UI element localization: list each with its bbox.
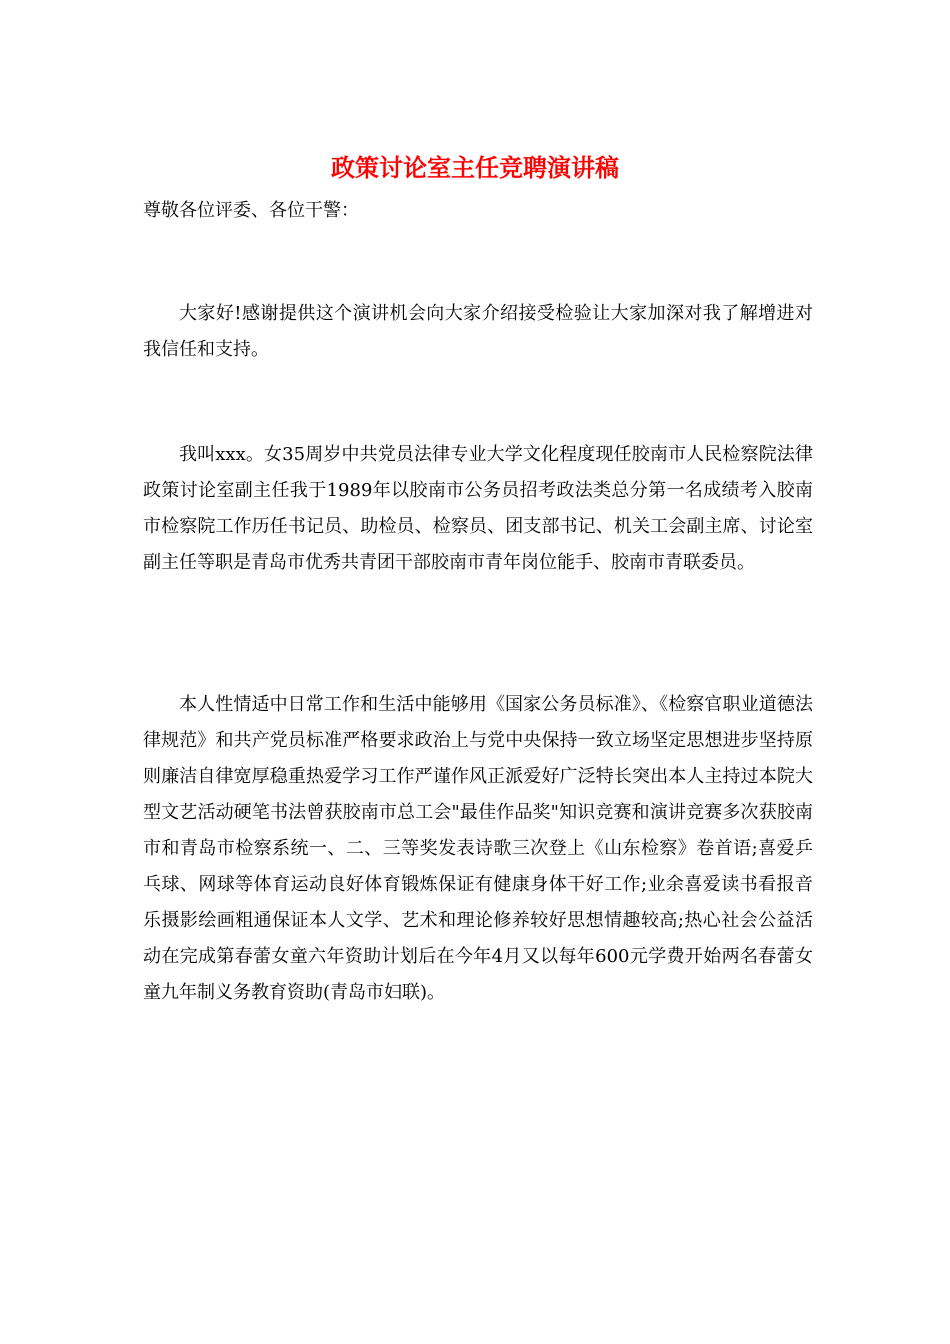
document-title: 政策讨论室主任竞聘演讲稿: [331, 153, 619, 182]
salutation: 尊敬各位评委、各位干警：: [143, 200, 359, 221]
paragraph-self-introduction: 我叫xxx。女35周岁中共党员法律专业大学文化程度现任胶南市人民检察院法律政策讨论室副主任我于1989年以胶南市公务员招考政法类总分第一名成绩考入胶南市检察院工作历任书记员、助检员、检察员、团支部书记、机关工会副主席、讨论室副主任等职是青岛市优秀共青团干部胶南市青年岗位能手、胶南市青联委员。: [143, 444, 813, 573]
paragraph-greeting: 大家好!感谢提供这个演讲机会向大家介绍接受检验让大家加深对我了解增进对我信任和支持。: [143, 303, 813, 360]
paragraph-personal-qualities: 本人性情适中日常工作和生活中能够用《国家公务员标准》、《检察官职业道德法律规范》和共产党员标准严格要求政治上与党中央保持一致立场坚定思想进步坚持原则廉洁自律宽厚稳重热爱学习工作严谨作风正派爱好广泛特长突出本人主持过本院大型文艺活动硬笔书法曾获胶南市总工会"最佳作品奖"知识竞赛和演讲竞赛多次获胶南市和青岛市检察系统一、二、三等奖发表诗歌三次登上《山东检察》卷首语;喜爱乒乓球、网球等体育运动良好体育锻炼保证有健康身体干好工作;业余喜爱读书看报音乐摄影绘画粗通保证本人文学、艺术和理论修养较好思想情趣较高;热心社会公益活动在完成第春蕾女童六年资助计划后在今年4月又以每年600元学费开始两名春蕾女童九年制义务教育资助(青岛市妇联)。: [143, 694, 813, 1003]
